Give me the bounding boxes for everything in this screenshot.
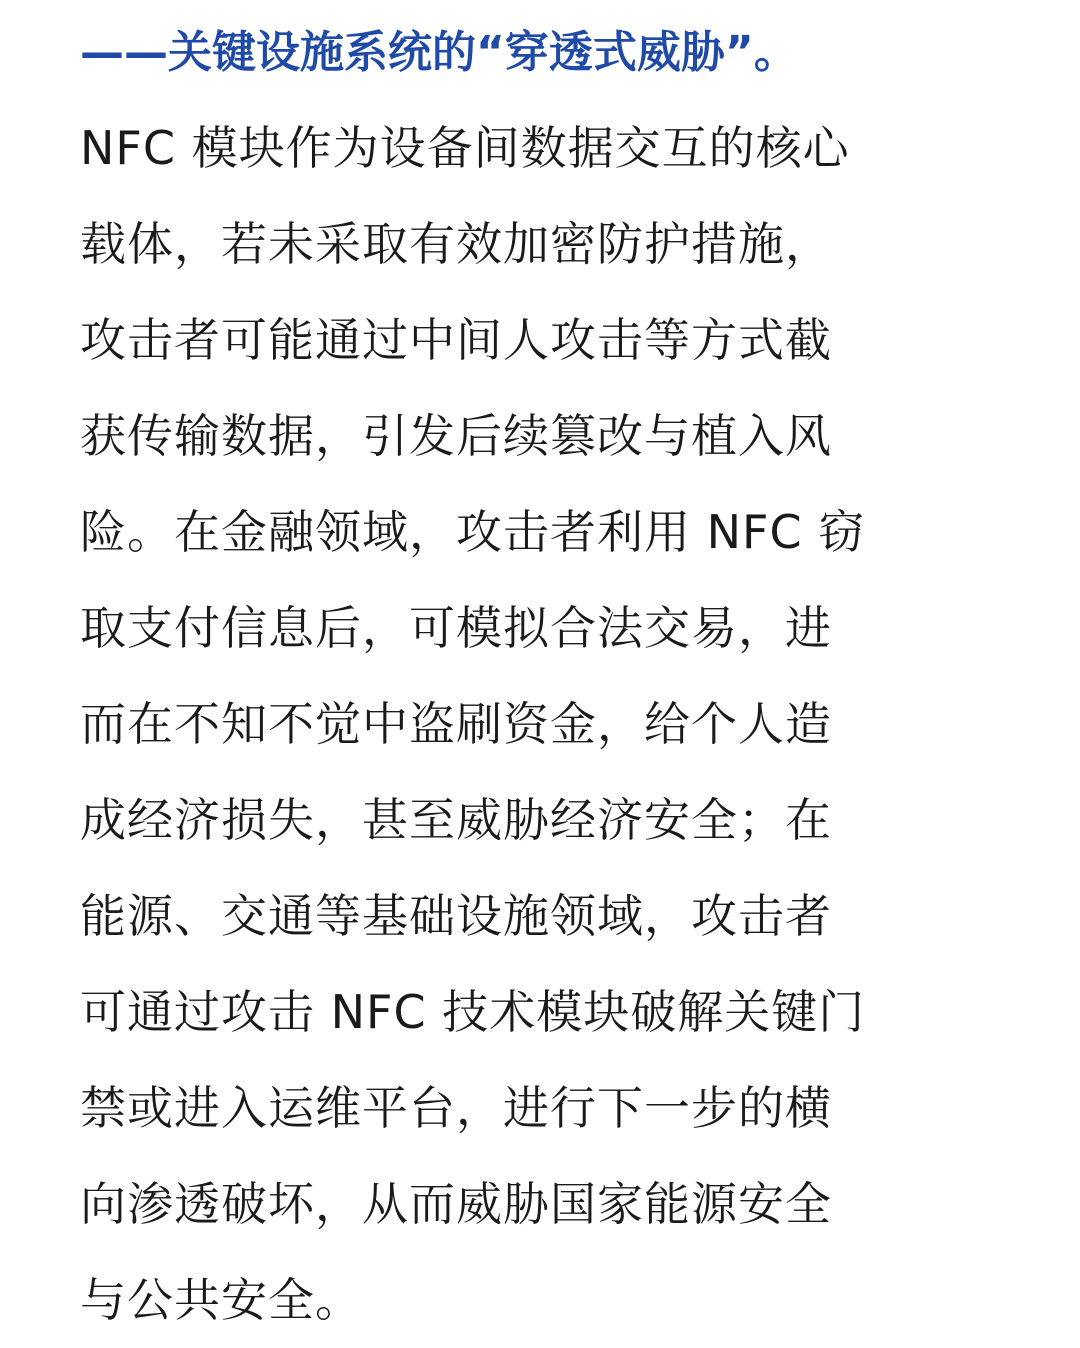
body-line: 禁或进入运维平台，进行下一步的横 (80, 1081, 832, 1135)
body-line: NFC 模块作为设备间数据交互的核心 (80, 121, 850, 175)
body-line: 攻击者可能通过中间人攻击等方式截 (80, 313, 832, 367)
body-line: 载体，若未采取有效加密防护措施， (80, 217, 832, 271)
body-line: 而在不知不觉中盗刷资金，给个人造 (80, 697, 832, 751)
body-line: 可通过攻击 NFC 技术模块破解关键门 (80, 985, 866, 1039)
body-line: 成经济损失，甚至威胁经济安全；在 (80, 793, 832, 847)
body-line: 向渗透破坏，从而威胁国家能源安全 (80, 1177, 832, 1231)
body-line: 取支付信息后，可模拟合法交易，进 (80, 601, 832, 655)
body-line: 险。在金融领域，攻击者利用 NFC 窃 (80, 505, 866, 559)
article-body (80, 100, 1010, 1348)
article-headline: ——关键设施系统的“穿透式威胁”。 (80, 27, 798, 78)
body-line: 获传输数据，引发后续篡改与植入风 (80, 409, 832, 463)
body-line: 能源、交通等基础设施领域，攻击者 (80, 889, 832, 943)
body-line: 与公共安全。 (80, 1273, 362, 1327)
